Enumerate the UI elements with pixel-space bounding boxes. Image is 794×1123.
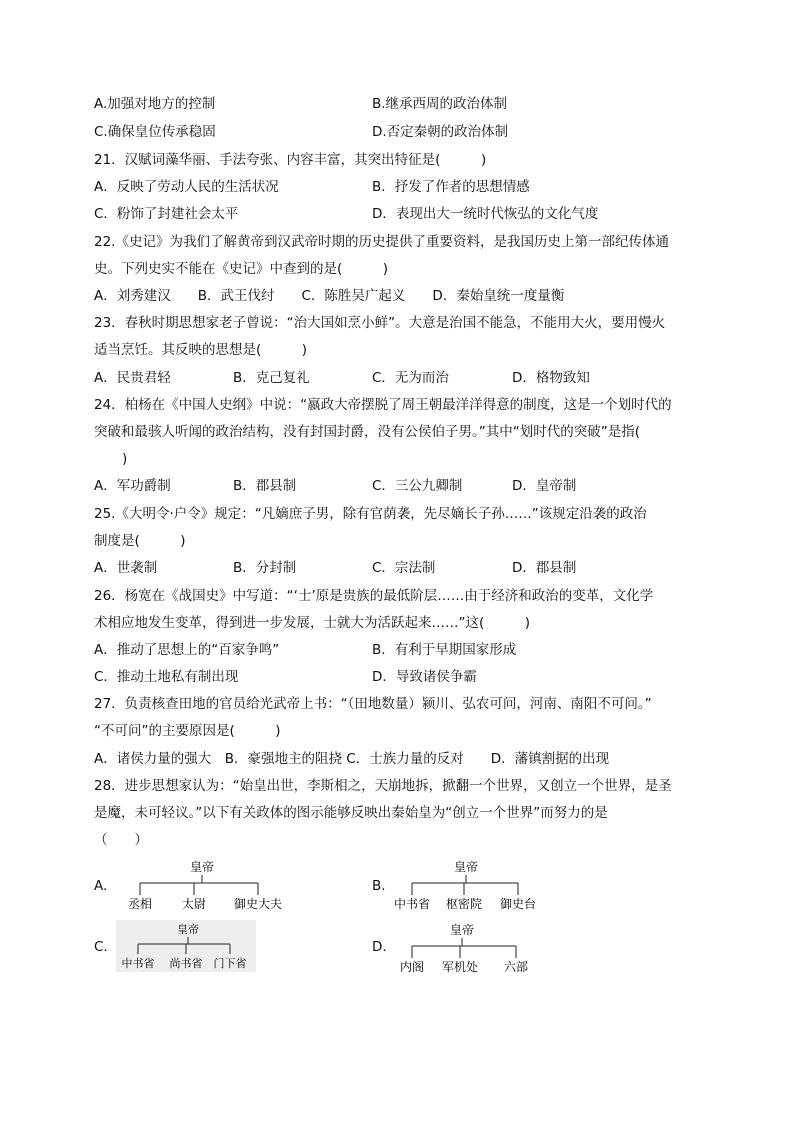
diagram-c-child: 中书省: [121, 957, 155, 970]
q24-option-c: C．三公九卿制: [372, 478, 463, 494]
q27-options: A．诸侯力量的强大 B．豪强地主的阻挠 C．士族力量的反对 D．藩镇割据的出现: [94, 751, 610, 767]
diagram-c: [116, 920, 256, 972]
q25-option-a: A．世袭制: [94, 560, 158, 576]
diagram-c-letter: C.: [94, 939, 108, 955]
diagram-a-letter: A.: [94, 878, 108, 894]
diagram-b-root: 皇帝: [453, 860, 479, 874]
diagram-d-child: 军机处: [441, 960, 479, 974]
diagram-b-letter: B.: [372, 878, 386, 894]
diagram-b: [388, 857, 558, 913]
diagram-b-child: 御史台: [499, 897, 537, 911]
q20-option-a: A.加强对地方的控制: [94, 96, 216, 112]
q22-options: A．刘秀建汉 B．武王伐纣 C．陈胜吴广起义 D．秦始皇统一度量衡: [94, 288, 565, 304]
diagram-d-child: 六部: [503, 960, 529, 974]
q23-option-b: B．克己复礼: [233, 370, 310, 386]
q23-option-d: D．格物致知: [512, 370, 590, 386]
q28-stem-line1: 28．进步思想家认为：“始皇出世，李斯相之，天崩地拆，掀翻一个世界，又创立一个世界，是圣: [94, 778, 672, 794]
q24-stem-line3: ): [122, 451, 128, 467]
q23-stem-line1: 23．春秋时期思想家老子曾说：“治大国如烹小鲜”。大意是治国不能急，不能用大火，要用慢火: [94, 315, 666, 331]
diagram-a-child: 丞相: [127, 897, 153, 911]
q22-stem-line1: 22.《史记》为我们了解黄帝到汉武帝时期的历史提供了重要资料，是我国历史上第一部纪传体通: [94, 234, 669, 250]
q23-stem-line2: 适当烹饪。其反映的思想是( ): [94, 342, 308, 358]
q26-stem-line2: 术相应地发生变革，得到进一步发展，士就大为活跃起来……”这( ): [94, 615, 531, 631]
diagram-d: [392, 920, 542, 976]
q20-option-b: B.继承西周的政治体制: [372, 96, 508, 112]
diagram-b-child: 中书省: [393, 897, 431, 911]
q25-option-c: C．宗法制: [372, 560, 436, 576]
q24-option-a: A．军功爵制: [94, 478, 171, 494]
q25-stem-line2: 制度是( ): [94, 533, 186, 549]
diagram-c-child: 门下省: [213, 957, 247, 970]
diagram-a-child: 御史大夫: [233, 897, 283, 911]
q26-option-a: A．推动了思想上的“百家争鸣”: [94, 642, 280, 658]
diagram-a-root: 皇帝: [189, 860, 215, 874]
q21-stem: 21．汉赋词藻华丽、手法夸张、内容丰富，其突出特征是( ): [94, 152, 487, 168]
q24-stem-line1: 24．柏杨在《中国人史纲》中说：“嬴政大帝摆脱了周王朝最洋洋得意的制度，这是一个划时代的: [94, 397, 672, 413]
q28-stem-line3: （ ）: [94, 832, 148, 848]
q21-option-d: D．表现出大一统时代恢弘的文化气度: [372, 206, 599, 222]
q26-option-c: C．推动土地私有制出现: [94, 669, 239, 685]
diagram-a-child: 太尉: [181, 897, 207, 911]
q23-option-c: C．无为而治: [372, 370, 449, 386]
q28-stem-line2: 是魔，未可轻议。”以下有关政体的图示能够反映出秦始皇为“创立一个世界”而努力的是: [94, 805, 608, 821]
q21-option-a: A．反映了劳动人民的生活状况: [94, 179, 279, 195]
diagram-b-child: 枢密院: [445, 897, 483, 911]
q27-stem-line2: “不可问”的主要原因是( ): [94, 723, 281, 739]
q26-option-b: B．有利于早期国家形成: [372, 642, 517, 658]
diagram-c-child: 尚书省: [169, 957, 203, 970]
q26-stem-line1: 26．杨宽在《战国史》中写道：“‘士’原是贵族的最低阶层……由于经济和政治的变革，文化学: [94, 588, 654, 604]
diagram-d-root: 皇帝: [449, 923, 475, 937]
q25-option-d: D．郡县制: [512, 560, 577, 576]
q21-option-b: B．抒发了作者的思想情感: [372, 179, 530, 195]
diagram-d-child: 内阁: [399, 960, 425, 974]
q24-stem-line2: 突破和最骇人听闻的政治结构，没有封国封爵，没有公侯伯子男。”其中“划时代的突破”是指(: [94, 424, 640, 440]
diagram-d-letter: D.: [372, 939, 387, 955]
q25-option-b: B．分封制: [233, 560, 297, 576]
q27-stem-line1: 27．负责核查田地的官员给光武帝上书：“（田地数量）颍川、弘农可问，河南、南阳不可问。”: [94, 696, 652, 712]
q26-option-d: D．导致诸侯争霸: [372, 669, 477, 685]
q23-option-a: A．民贵君轻: [94, 370, 171, 386]
q21-option-c: C．粉饰了封建社会太平: [94, 206, 239, 222]
q20-option-c: C.确保皇位传承稳固: [94, 124, 216, 140]
diagram-c-root: 皇帝: [177, 923, 199, 936]
q25-stem-line1: 25.《大明令·户令》规定：“凡嫡庶子男，除有官荫袭，先尽嫡长子孙……”该规定沿袭的政治: [94, 506, 647, 522]
q24-option-b: B．郡县制: [233, 478, 297, 494]
q20-option-d: D.否定秦朝的政治体制: [372, 124, 509, 140]
q24-option-d: D．皇帝制: [512, 478, 577, 494]
diagram-a: [112, 857, 292, 913]
q22-stem-line2: 史。下列史实不能在《史记》中查到的是( ): [94, 261, 389, 277]
